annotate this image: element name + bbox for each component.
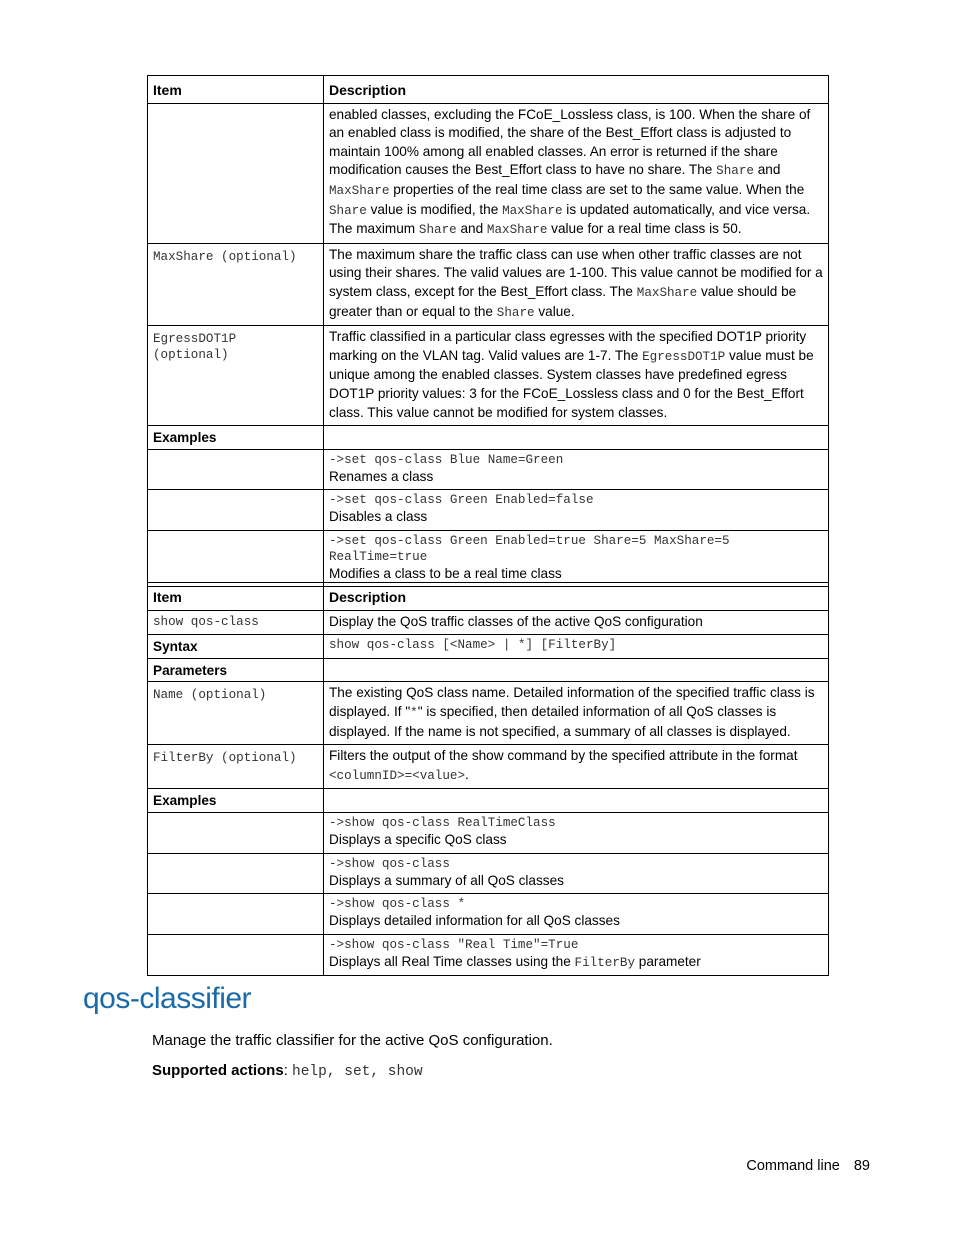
example-text: Modifies a class to be a real time class (329, 565, 562, 581)
example-row (148, 490, 829, 531)
text-run: The maximum share the traffic class can use when other traffic classes are not using their shares. The valid values are 1-100. This value cannot be modified for a system class, except for the Best_Effort class. The (329, 246, 823, 299)
supported-actions-list: help, set, show (292, 1064, 423, 1080)
page-number: 89 (853, 1158, 870, 1174)
param-name: MaxShare (optional) (148, 243, 324, 325)
example-command: ->set qos-class Green Enabled=false (329, 493, 594, 508)
text-run: parameter (635, 953, 701, 969)
text-run: and (456, 221, 487, 237)
text-run: value for a real time class is 50. (547, 221, 742, 237)
text-run: enabled classes, excluding the FCoE_Lossless class, is 100. When the share of an enabled class is modified, the share of the Best_Effort class is adjusted to maintain 100% among all enabled classes. An error is returned if the share modification causes the Best_Effort class to have no share. The (329, 106, 811, 178)
supported-actions (152, 1062, 423, 1080)
example-cell (324, 812, 829, 853)
parameters-label: Parameters (148, 658, 324, 682)
example-row (148, 449, 829, 490)
example-cell (324, 490, 829, 531)
param-name: EgressDOT1P (optional) (148, 326, 324, 426)
item-column-header: Item (148, 76, 324, 104)
example-command: ->show qos-class "Real Time"=True (329, 937, 579, 952)
table-row (148, 326, 829, 426)
description-column-header: Description (324, 583, 829, 611)
param-name: FilterBy (optional) (148, 745, 324, 789)
item-column-header: Item (148, 583, 324, 611)
show-qos-class-table (147, 582, 829, 976)
supported-actions-label: Supported actions (152, 1062, 284, 1079)
example-text (329, 913, 620, 928)
example-command: ->set qos-class Blue Name=Green (329, 452, 564, 467)
example-command: ->show qos-class (329, 856, 450, 871)
supported-actions-separator: : (283, 1062, 293, 1079)
param-name: Name (optional) (148, 682, 324, 745)
example-cell (324, 853, 829, 894)
text-run: Displays detailed information for all QoS classes (329, 913, 620, 929)
example-text: Disables a class (329, 509, 428, 525)
inline-code: <columnID>=<value> (329, 768, 466, 783)
examples-row (148, 426, 829, 450)
example-cell (324, 934, 829, 976)
example-row (148, 894, 829, 935)
param-description (324, 103, 829, 243)
examples-label: Examples (148, 426, 324, 450)
example-row (148, 853, 829, 894)
text-run: The existing QoS class name. Detailed information of the specified traffic class is displayed. If " (329, 685, 815, 719)
example-text (329, 832, 507, 847)
text-run: is updated automatically, and vice versa. The maximum (329, 201, 811, 237)
command-description: Display the QoS traffic classes of the active QoS configuration (324, 610, 829, 635)
param-description (324, 682, 829, 745)
example-row (148, 530, 829, 587)
example-cell (324, 530, 829, 587)
param-description (324, 243, 829, 325)
text-run: and (753, 162, 781, 178)
text-run: properties of the real time class are set to the same value. When the (389, 181, 805, 197)
inline-code: MaxShare (329, 183, 390, 198)
page-footer (732, 1158, 870, 1174)
text-run: Traffic classified in a particular class egresses with the specified DOT1P priority marking on the VLAN tag. Valid values are 1-7. The (329, 329, 807, 363)
table-row (148, 103, 829, 243)
example-text: Renames a class (329, 468, 434, 484)
text-run: . (465, 766, 469, 782)
text-run: value is modified, the (366, 201, 503, 217)
inline-code: Share (496, 305, 535, 320)
table-header-row (148, 76, 829, 104)
syntax-label: Syntax (148, 635, 324, 659)
table-row (148, 745, 829, 789)
qos-class-set-table (147, 75, 829, 587)
inline-code: Share (716, 164, 754, 179)
parameters-row (148, 658, 829, 682)
example-row (148, 812, 829, 853)
example-text (329, 954, 701, 969)
text-run: value must be unique among the enabled classes. System classes have predefined egress DOT1P priority values: 3 for the FCoE_Lossless class and 0 for the Best_Effort class. This value cannot be modified for system classes. (329, 347, 814, 420)
example-cell (324, 894, 829, 935)
syntax-value: show qos-class [<Name> | *] [FilterBy] (324, 635, 829, 659)
text-run: Filters the output of the show command by the specified attribute in the format (329, 748, 798, 764)
description-column-header: Description (324, 76, 829, 104)
example-command: ->set qos-class Green Enabled=true Share=5 MaxShare=5 RealTime=true (329, 533, 730, 564)
inline-code: MaxShare (486, 223, 548, 238)
section-intro: Manage the traffic classifier for the active QoS configuration. (152, 1032, 553, 1049)
example-command: ->show qos-class * (329, 897, 466, 912)
syntax-row (148, 635, 829, 659)
examples-label: Examples (148, 789, 324, 813)
table-header-row (148, 583, 829, 611)
text-run: " is specified, then detailed information of all QoS classes is displayed. If the name is not specified, a summary of all classes is displayed. (329, 703, 791, 739)
param-description (324, 745, 829, 789)
text-run: value should be greater than or equal to the (329, 283, 797, 319)
examples-row (148, 789, 829, 813)
inline-code: Share (418, 223, 457, 238)
example-command: ->show qos-class RealTimeClass (329, 815, 556, 830)
example-cell (324, 449, 829, 490)
text-run: Displays a specific QoS class (329, 831, 507, 847)
inline-code: * (410, 705, 418, 720)
command-name: show qos-class (148, 610, 324, 635)
example-row (148, 934, 829, 976)
footer-section-label: Command line (746, 1158, 840, 1174)
inline-code: MaxShare (502, 203, 563, 218)
text-run: Displays all Real Time classes using the (329, 953, 575, 969)
inline-code: Share (329, 203, 367, 218)
text-run: value. (534, 303, 575, 319)
inline-code: EgressDOT1P (642, 349, 726, 364)
inline-code: MaxShare (636, 285, 698, 300)
text-run: Displays a summary of all QoS classes (329, 872, 564, 888)
table-row (148, 682, 829, 745)
table-row (148, 243, 829, 325)
example-text (329, 873, 564, 888)
param-description (324, 326, 829, 426)
command-row (148, 610, 829, 635)
param-name (148, 103, 324, 243)
section-title: qos-classifier (83, 982, 252, 1015)
inline-code: FilterBy (574, 955, 636, 970)
